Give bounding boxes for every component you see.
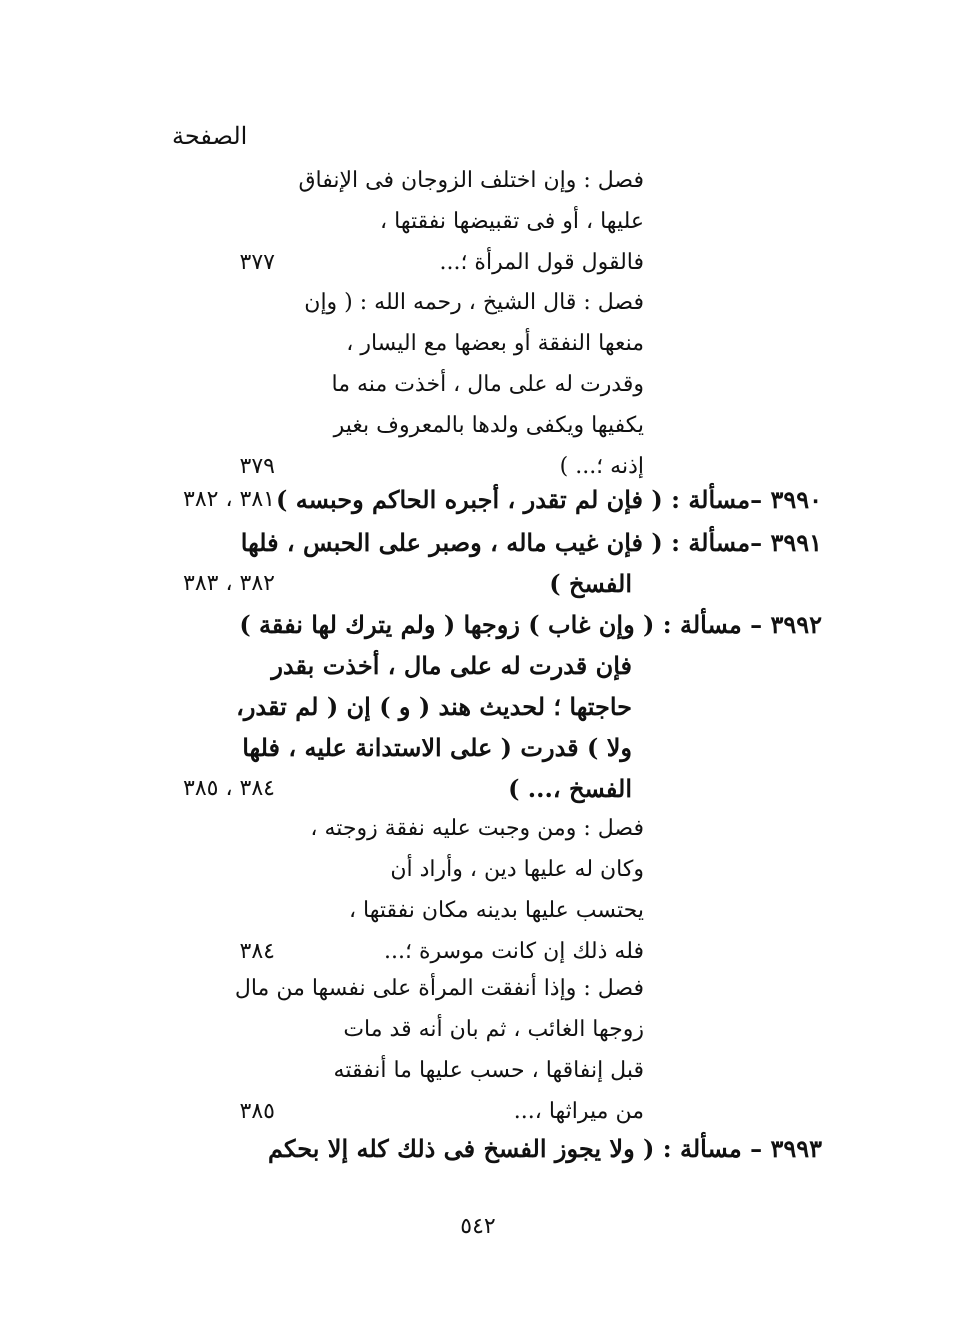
entry-text <box>276 479 822 520</box>
entry-line: إذنه ؛... ) <box>559 454 644 479</box>
page-reference: ٣٨٥ <box>239 1099 275 1124</box>
page-reference: ٣٨٤ <box>239 939 275 964</box>
entry-line: وقدرت له على مال ، أخذت منه ما <box>331 372 644 397</box>
page-reference: ٣٨٤ ، ٣٨٥ <box>183 776 275 801</box>
entry-line: فإن قدرت له على مال ، أخذت بقدر <box>271 651 632 680</box>
entry-line: ٣٩٩١ –مسألة : ( فإن غيب ماله ، وصبر على الحبس ، فلها <box>240 528 822 557</box>
entry-line: قبل إنفاقها ، حسب عليها ما أنفقته <box>333 1058 644 1083</box>
entry-line: منعها النفقة أو بعضها مع اليسار ، <box>346 331 644 356</box>
entry-line: ٣٩٩٢ – مسألة : ( وإن غاب ) زوجها ( ولم يترك لها نفقة ) <box>239 610 822 639</box>
entry-text <box>235 968 644 1132</box>
entry-line: فصل : وإذا أنفقت المرأة على نفسها من مال <box>234 976 644 1001</box>
entry-line: ٣٩٩٣ – مسألة : ( ولا يجوز الفسخ فى ذلك كله إلا بحكم <box>268 1134 822 1163</box>
page-reference: ٣٨١ ، ٣٨٢ <box>183 487 275 512</box>
page-reference: ٣٧٩ <box>239 454 275 479</box>
entry-text <box>310 808 644 972</box>
entry-line: وكان له عليها دين ، وأراد أن <box>390 857 644 882</box>
page-column-header: الصفحة <box>172 122 248 150</box>
page-reference: ٣٨٢ ، ٣٨٣ <box>183 571 275 596</box>
entry-line: ٣٩٩٠ –مسألة : ( فإن لم تقدر ، أجبره الحاكم وحبسه ) <box>276 485 822 514</box>
entry-text <box>236 604 822 809</box>
entry-text <box>298 160 644 283</box>
entry-line: الفسخ ) <box>549 569 632 598</box>
entry-text <box>304 282 644 487</box>
entry-line: حاجتها ؛ لحديث هند ( و ) إن ( لم تقدر، <box>236 692 632 721</box>
entry-line: ولا ) قدرت ( على الاستدانة عليه ، فلها <box>242 733 632 762</box>
entry-line: فصل : قال الشيخ ، رحمه الله : ( وإن <box>304 290 644 315</box>
entry-line: يحتسب عليها بدينه مكان نفقتها ، <box>348 898 644 923</box>
page-number: ٥٤٢ <box>460 1214 496 1239</box>
entry-line: فالقول قول المرأة ؛... <box>439 250 644 275</box>
entry-line: من ميراثها ،... <box>513 1099 644 1124</box>
entry-text <box>241 522 822 604</box>
entry-line: زوجها الغائب ، ثم بان أنه قد مات <box>343 1017 644 1042</box>
entry-line: فصل : ومن وجبت عليه نفقة زوجته ، <box>310 816 644 841</box>
entry-line: الفسخ ،... ) <box>508 774 632 803</box>
entry-text <box>268 1128 822 1169</box>
entry-line: يكفيها ويكفى ولدها بالمعروف بغير <box>333 413 644 438</box>
entry-line: فله ذلك إن كانت موسرة ؛... <box>384 939 644 964</box>
entry-line: فصل : وإن اختلف الزوجان فى الإنفاق <box>298 168 644 193</box>
page-reference: ٣٧٧ <box>239 250 275 275</box>
entry-line: عليها ، أو فى تقبيضها نفقتها ، <box>380 209 644 234</box>
